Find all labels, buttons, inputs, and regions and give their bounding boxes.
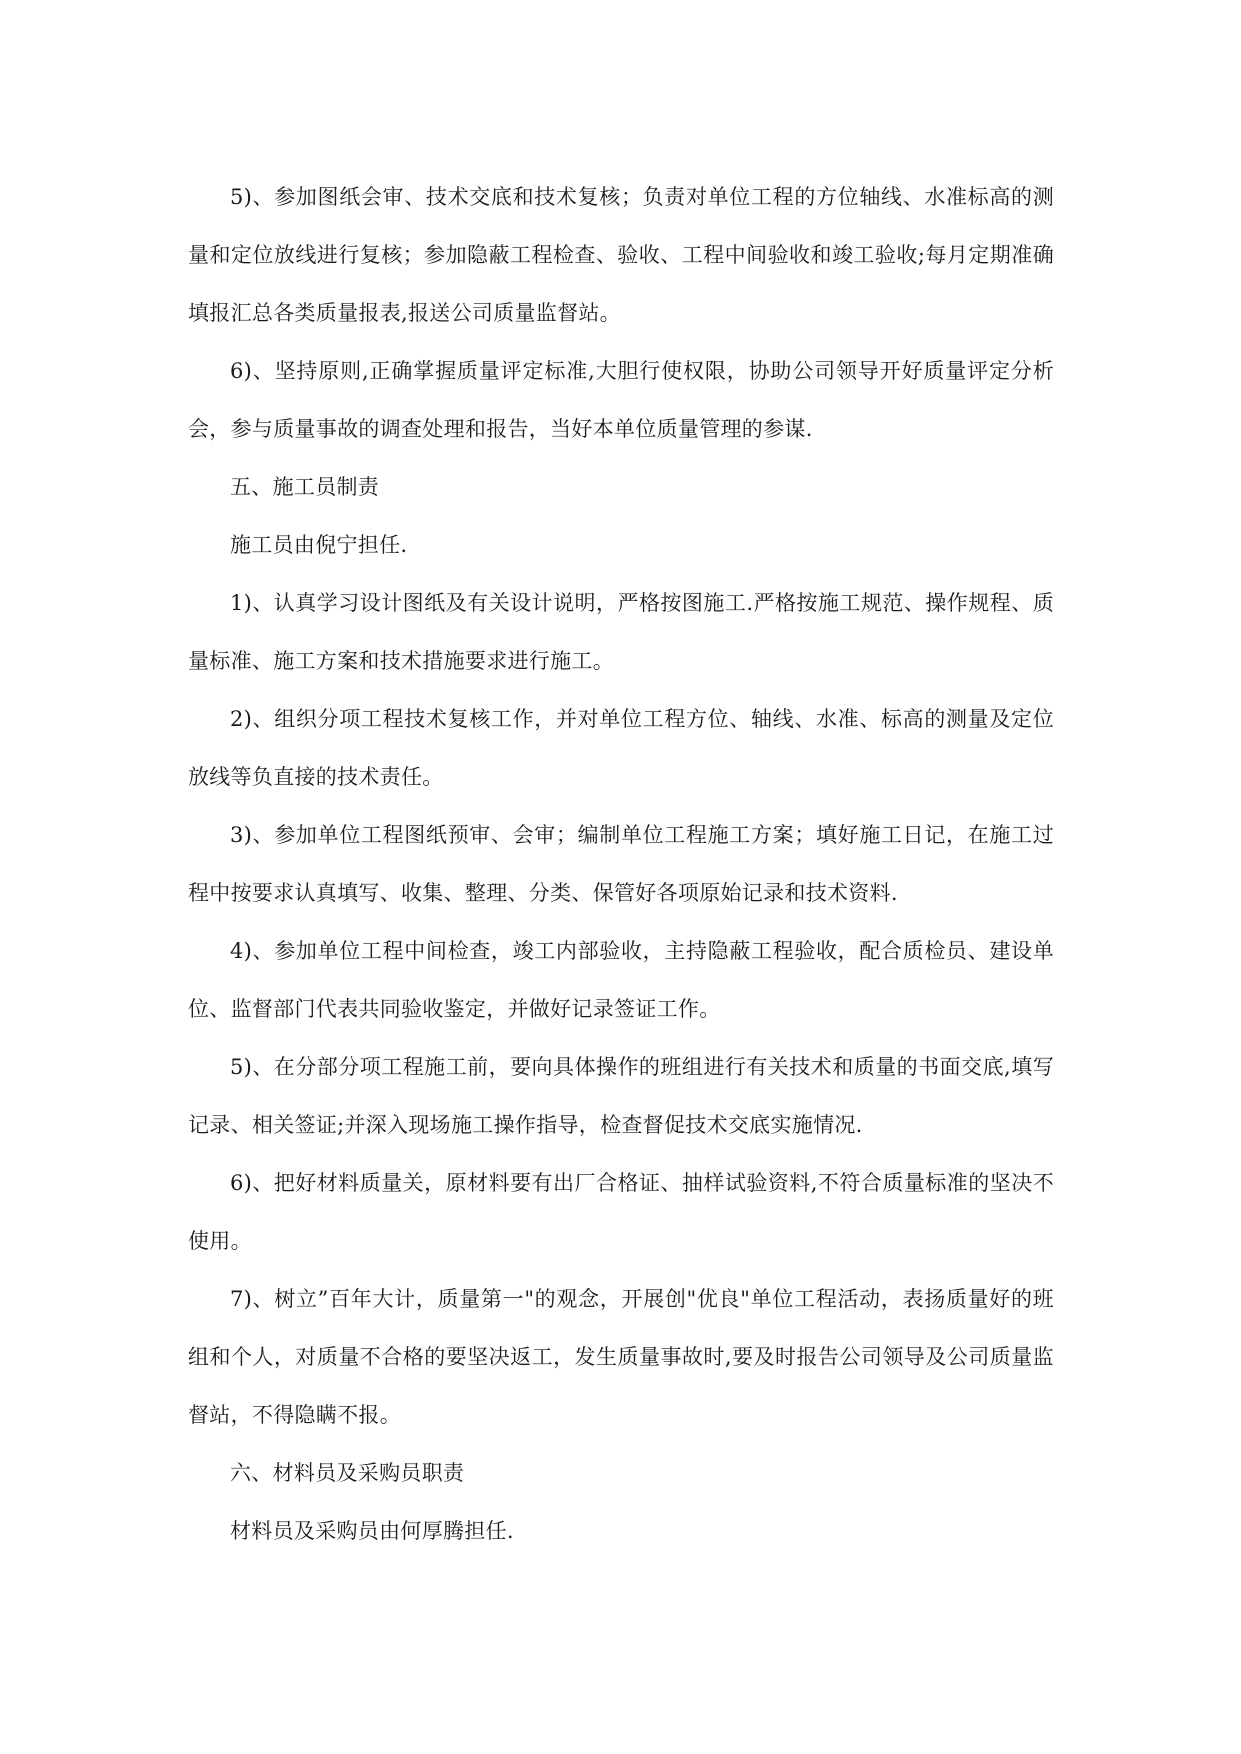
paragraph-constructor-duty-7: 7)、树立”百年大计，质量第一"的观念，开展创"优良"单位工程活动，表扬质量好的班组和个人，对质量不合格的要坚决返工，发生质量事故时,要及时报告公司领导及公司质量监督站，不得隐瞒不报。 bbox=[188, 1287, 1054, 1427]
paragraph-quality-evaluation: 6)、坚持原则,正确掌握质量评定标准,大胆行使权限，协助公司领导开好质量评定分析会，参与质量事故的调查处理和报告，当好本单位质量管理的参谋. bbox=[188, 359, 1054, 441]
paragraph-constructor-duty-5: 5)、在分部分项工程施工前，要向具体操作的班组进行有关技术和质量的书面交底,填写记录、相关签证;并深入现场施工操作指导，检查督促技术交底实施情况. bbox=[188, 1055, 1054, 1137]
paragraph-surveying-review: 5)、参加图纸会审、技术交底和技术复核；负责对单位工程的方位轴线、水准标高的测量和定位放线进行复核；参加隐蔽工程检查、验收、工程中间验收和竣工验收;每月定期准确填报汇总各类质量报表,报送公司质量监督站。 bbox=[188, 185, 1054, 325]
paragraph-constructor-duty-2: 2)、组织分项工程技术复核工作，并对单位工程方位、轴线、水准、标高的测量及定位放线等负直接的技术责任。 bbox=[188, 707, 1054, 789]
paragraph-constructor-duty-1: 1)、认真学习设计图纸及有关设计说明，严格按图施工.严格按施工规范、操作规程、质量标准、施工方案和技术措施要求进行施工。 bbox=[188, 591, 1054, 673]
document-body bbox=[188, 168, 1054, 1560]
section-heading-constructor-duties: 五、施工员制责 bbox=[230, 475, 380, 499]
paragraph-constructor-duty-3: 3)、参加单位工程图纸预审、会审；编制单位工程施工方案；填好施工日记，在施工过程中按要求认真填写、收集、整理、分类、保管好各项原始记录和技术资料. bbox=[188, 823, 1054, 905]
section-heading-material-procurement-duties: 六、材料员及采购员职责 bbox=[230, 1461, 465, 1485]
paragraph-constructor-duty-6: 6)、把好材料质量关，原材料要有出厂合格证、抽样试验资料,不符合质量标准的坚决不使用。 bbox=[188, 1171, 1054, 1253]
paragraph-material-procurement-assignment: 材料员及采购员由何厚腾担任. bbox=[230, 1519, 514, 1543]
paragraph-constructor-assignment: 施工员由倪宁担任. bbox=[230, 533, 408, 557]
paragraph-constructor-duty-4: 4)、参加单位工程中间检查，竣工内部验收，主持隐蔽工程验收，配合质检员、建设单位、监督部门代表共同验收鉴定，并做好记录签证工作。 bbox=[188, 939, 1054, 1021]
